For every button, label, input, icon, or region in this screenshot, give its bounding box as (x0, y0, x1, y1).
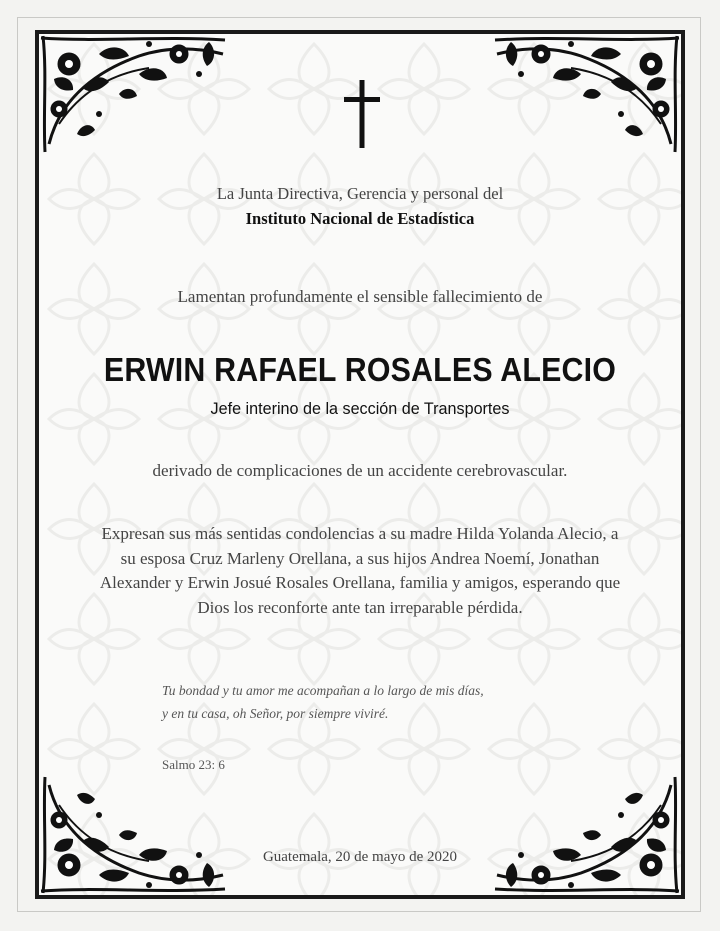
floral-corner-bottom-left (39, 775, 229, 895)
heading-line: La Junta Directiva, Gerencia y personal del (216, 184, 504, 203)
lament-line: Lamentan profundamente el sensible fallecimiento de (177, 287, 543, 306)
floral-corner-top-left (39, 34, 229, 154)
deceased-title: Jefe interino de la sección de Transportes (210, 399, 510, 418)
verse-line-2: y en tu casa, oh Señor, por siempre viviré. (162, 706, 389, 721)
cross-icon (344, 80, 380, 148)
cause-of-death: derivado de complicaciones de un accidente cerebrovascular. (152, 461, 568, 480)
condolences-paragraph: Expresan sus más sentidas condolencias a su madre Hilda Yolanda Alecio, a su esposa Cruz Marleny Orellana, a sus hijos Andrea Noemí, Jonathan Alexander y Erwin Josué Rosales Orellana, familia y amigos, esperando que Dios los reconforte ante tan irreparable pérdida. (99, 524, 621, 617)
institution-name: Instituto Nacional de Estadística (245, 209, 475, 228)
black-frame (35, 30, 685, 899)
deceased-name: ERWIN RAFAEL ROSALES ALECIO (103, 351, 617, 388)
floral-corner-bottom-right (491, 775, 681, 895)
verse-reference: Salmo 23: 6 (162, 757, 225, 772)
floral-corner-top-right (491, 34, 681, 154)
verse-line-1: Tu bondad y tu amor me acompañan a lo largo de mis días, (162, 683, 484, 698)
bible-verse (162, 679, 484, 725)
place-date: Guatemala, 20 de mayo de 2020 (262, 849, 458, 865)
